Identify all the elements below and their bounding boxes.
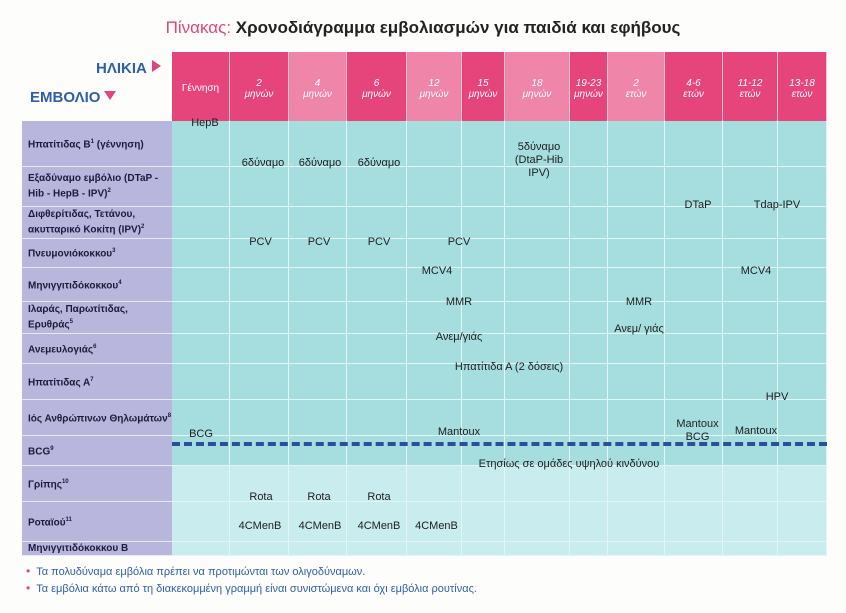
column-header-unit: ετών (625, 88, 647, 100)
entry-rota-4m: Rota (307, 491, 331, 503)
entry-menb-12m: 4CMenB (415, 520, 458, 532)
table-cell (778, 466, 827, 502)
table-cell (608, 502, 665, 542)
entry-mmr-12m: MMR (445, 296, 473, 308)
table-cell (570, 207, 608, 239)
column-header-top: 11-12 (737, 77, 763, 89)
table-cell (608, 207, 665, 239)
table-cell (230, 167, 289, 207)
column-header-top: 2 (256, 77, 262, 89)
entry-var-12m: Ανεμ/γιάς (435, 331, 483, 343)
entry-rota-2m: Rota (249, 491, 273, 503)
table-cell (723, 436, 778, 466)
vaccine-axis-label: ΕΜΒΟΛΙΟ (30, 89, 116, 106)
column-header-top: 15 (477, 77, 489, 89)
table-cell (230, 207, 289, 239)
row-label: Μηνιγγιτιδόκοκκου Β (22, 542, 172, 556)
table-cell (570, 334, 608, 364)
table-cell (462, 466, 505, 502)
table-cell (462, 502, 505, 542)
table-cell (778, 302, 827, 334)
entry-bcg-birth: BCG (189, 428, 213, 440)
table-cell (347, 542, 407, 556)
column-header (347, 52, 407, 121)
table-cell (407, 542, 462, 556)
table-cell (778, 268, 827, 302)
table-cell (570, 542, 608, 556)
table-cell (172, 207, 230, 239)
table-cell (172, 502, 230, 542)
table-cell (665, 268, 723, 302)
column-header-top: 4 (314, 77, 321, 89)
table-cell (172, 364, 230, 400)
entry-mantoux-bcg: Mantoux BCG (676, 418, 719, 443)
table-cell (570, 268, 608, 302)
column-header (665, 52, 723, 121)
table-cell (172, 466, 230, 502)
table-cell (505, 466, 570, 502)
table-cell (505, 502, 570, 542)
table-cell (723, 502, 778, 542)
table-cell (665, 502, 723, 542)
column-header-top: 6 (373, 77, 380, 89)
table-cell (172, 334, 230, 364)
entry-dtap: DTaP (684, 199, 712, 211)
title-text: Χρονοδιάγραμμα εμβολιασμών για παιδιά και εφήβους (235, 18, 681, 37)
column-header (505, 52, 570, 121)
table-cell (778, 436, 827, 466)
table-cell (778, 239, 827, 268)
column-header (570, 52, 608, 121)
entry-mcv-12m: MCV4 (421, 265, 453, 277)
entry-flu: Ετησίως σε ομάδες υψηλού κινδύνου (478, 458, 660, 470)
table-cell (778, 542, 827, 556)
footnotes (26, 564, 477, 598)
table-cell (505, 542, 570, 556)
table-cell (462, 121, 505, 167)
column-header-unit: μηνών (244, 88, 274, 100)
table-cell (608, 466, 665, 502)
table-cell (505, 207, 570, 239)
table-cell (230, 268, 289, 302)
row-label: Ιός Ανθρώπινων Θηλωμάτων$^8$ (22, 400, 172, 436)
table-cell (665, 334, 723, 364)
table-cell (665, 121, 723, 167)
row-label: Ανεμευλογιάς$^6$ (22, 334, 172, 364)
column-header (608, 52, 665, 121)
page-title (0, 18, 846, 38)
column-header (462, 52, 505, 121)
table-cell (347, 207, 407, 239)
table-cell (570, 302, 608, 334)
table-cell (289, 268, 347, 302)
entry-mantoux-12m: Mantoux (437, 426, 481, 438)
table-cell (172, 302, 230, 334)
table-cell (723, 121, 778, 167)
entry-pcv-4m: PCV (307, 236, 331, 248)
entry-menb-2m: 4CMenB (238, 520, 282, 532)
entry-hepa: Ηπατίτιδα Α (2 δόσεις) (454, 361, 564, 373)
row-label: Ηπατίτιδας $B^1$ (γέννηση) (22, 121, 172, 167)
row-label: Ηπατίτιδας $A^7$ (22, 364, 172, 400)
table-cell (407, 466, 462, 502)
table-cell (407, 167, 462, 207)
table-cell (407, 121, 462, 167)
table-cell (347, 167, 407, 207)
entry-pcv-2m: PCV (249, 236, 272, 248)
row-label: BCG$^9$ (22, 436, 172, 466)
table-cell (347, 436, 407, 466)
table-cell (608, 239, 665, 268)
table-cell (608, 400, 665, 436)
table-cell (608, 167, 665, 207)
table-cell (230, 364, 289, 400)
entry-hepb: HepB (191, 117, 219, 129)
table-cell (608, 334, 665, 364)
table-cell (289, 364, 347, 400)
column-header-top: 12 (428, 77, 440, 89)
row-label: Εξαδύναμο εμβόλιο (DTaP - Hib - HepB - IPV)$^2$ (22, 167, 172, 207)
column-header-unit: μηνών (419, 88, 449, 100)
column-header (289, 52, 347, 121)
table-cell (347, 302, 407, 334)
table-cell (289, 334, 347, 364)
table-cell (289, 302, 347, 334)
table-cell (289, 207, 347, 239)
entry-mcv-11y: MCV4 (740, 265, 772, 277)
entry-mantoux-11y: Mantoux (734, 425, 778, 437)
table-cell (665, 466, 723, 502)
table-cell (347, 364, 407, 400)
table-cell (665, 302, 723, 334)
table-cell (665, 364, 723, 400)
table-cell (608, 364, 665, 400)
table-cell (570, 400, 608, 436)
column-header-top: 4-6 (686, 77, 701, 89)
row-label: Γρίπης$^{10}$ (22, 466, 172, 502)
row-label: Ιλαράς, Παρωτίτιδας, Ερυθράς$^5$ (22, 302, 172, 334)
table-cell (570, 167, 608, 207)
column-header (230, 52, 289, 121)
table-cell (570, 502, 608, 542)
column-header (778, 52, 827, 121)
table-cell (608, 542, 665, 556)
entry-hexa-4m: 6δύναμο (298, 157, 342, 169)
column-header (407, 52, 462, 121)
table-cell (230, 436, 289, 466)
entry-hexa-6m: 6δύναμο (357, 157, 401, 169)
table-cell (505, 239, 570, 268)
table-cell (172, 268, 230, 302)
table-cell (665, 239, 723, 268)
table-cell (570, 239, 608, 268)
column-header-top: 18 (531, 77, 543, 89)
table-cell (347, 268, 407, 302)
entry-tdap: Tdap-IPV (753, 199, 801, 211)
table-cell (505, 302, 570, 334)
table-cell (723, 239, 778, 268)
table-cell (505, 268, 570, 302)
entry-rota-6m: Rota (367, 491, 391, 503)
column-header (172, 52, 230, 121)
entry-hpv: HPV (765, 391, 789, 403)
table-cell (723, 302, 778, 334)
entry-pcv-12m: PCV (447, 236, 471, 248)
table-cell (230, 400, 289, 436)
table-cell (407, 207, 462, 239)
entry-menb-6m: 4CMenB (357, 520, 401, 532)
column-header-top: 19-23 (575, 77, 602, 89)
column-header-top: 13-18 (789, 77, 815, 89)
column-header-unit: μηνών (362, 88, 391, 100)
column-header-unit: μηνών (522, 88, 552, 100)
table-cell (172, 167, 230, 207)
table-cell (723, 466, 778, 502)
table-cell (462, 542, 505, 556)
column-header-unit: μηνών (468, 88, 498, 100)
table-cell (289, 542, 347, 556)
table-cell (347, 400, 407, 436)
table-cell (289, 167, 347, 207)
row-label: Πνευμονιόκοκκου$^3$ (22, 239, 172, 268)
column-header-unit: ετών (739, 88, 761, 100)
table-cell (778, 502, 827, 542)
column-header-unit: ετών (791, 88, 813, 100)
entry-menb-4m: 4CMenB (298, 520, 342, 532)
table-cell (172, 239, 230, 268)
row-label: Μηνιγγιτιδόκοκκου$^4$ (22, 268, 172, 302)
footnote-item: • Τα εμβόλια κάτω από τη διακεκομμένη γραμμή είναι συνιστώμενα και όχι εμβόλια ρουτίνας. (26, 581, 477, 595)
table-corner (22, 52, 172, 121)
table-cell (230, 302, 289, 334)
table-cell (723, 542, 778, 556)
column-header (723, 52, 778, 121)
table-cell (505, 334, 570, 364)
table-cell (723, 334, 778, 364)
row-label: Διφθερίτιδας, Τετάνου, ακυτταρικό Κοκίτη (IPV)$^2$ (22, 207, 172, 239)
table-cell (289, 400, 347, 436)
table-cell (608, 121, 665, 167)
table-cell (172, 542, 230, 556)
column-header-unit: μηνών (303, 88, 332, 100)
table-cell (570, 466, 608, 502)
table-cell (778, 400, 827, 436)
table-cell (462, 207, 505, 239)
table-cell (347, 334, 407, 364)
entry-penta-18m: 5δύναμο (DtaP-Hib IPV) (514, 141, 564, 179)
column-header-unit: μηνών (574, 88, 603, 100)
entry-mmr-2y: MMR (625, 296, 653, 308)
entry-hexa-2m: 6δύναμο (241, 157, 285, 169)
table-cell (665, 542, 723, 556)
table-cell (230, 542, 289, 556)
column-header-unit: ετών (683, 88, 704, 100)
table-cell (570, 121, 608, 167)
column-header-top: Γέννηση (181, 83, 220, 94)
table-cell (289, 436, 347, 466)
table-cell (230, 334, 289, 364)
footnote-item: • Τα πολυδύναμα εμβόλια πρέπει να προτιμώνται των ολιγοδύναμων. (26, 564, 366, 578)
row-label: Ροταϊού$^{11}$ (22, 502, 172, 542)
entry-pcv-6m: PCV (367, 236, 391, 248)
table-cell (505, 400, 570, 436)
table-cell (778, 334, 827, 364)
title-label: Πίνακας: (165, 18, 232, 37)
table-cell (778, 121, 827, 167)
age-axis-label: ΗΛΙΚΙΑ (96, 60, 161, 77)
table-cell (462, 167, 505, 207)
column-header-top: 2 (633, 77, 639, 89)
entry-var-2y: Ανεμ/ γιάς (614, 323, 664, 335)
